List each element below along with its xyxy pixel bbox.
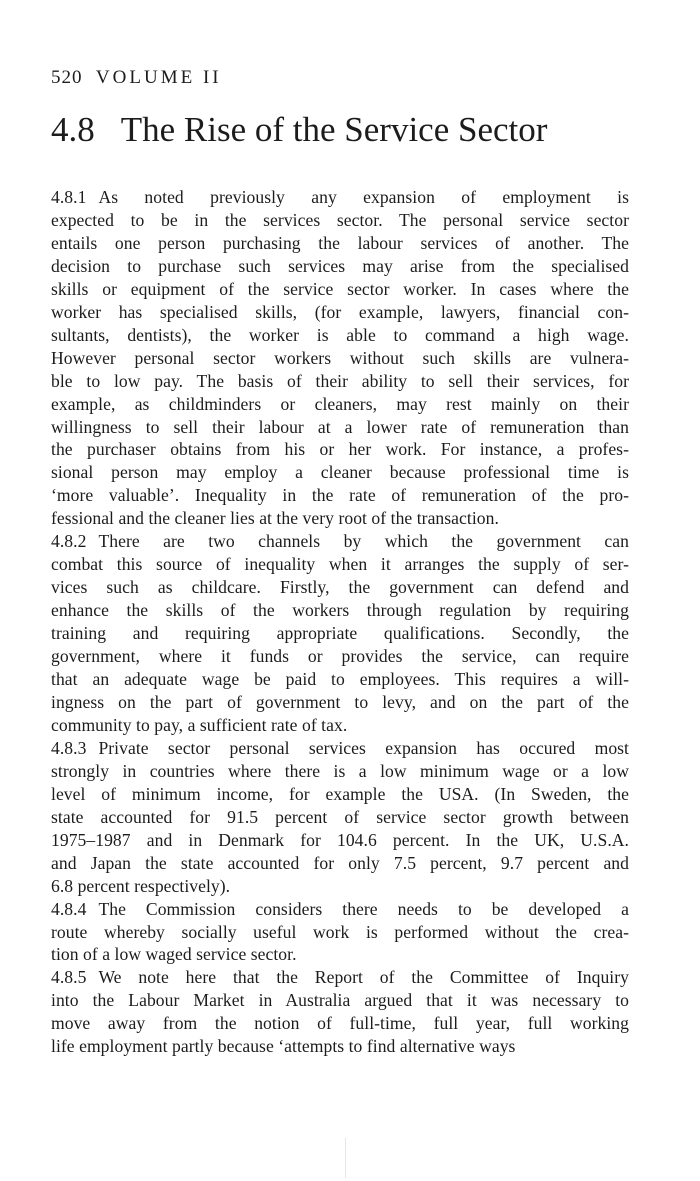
text-line [51,622,629,645]
text-line [51,209,629,232]
text-line [51,645,629,668]
text-line [51,668,629,691]
text-line [51,943,629,966]
text-line [51,484,629,507]
document-page [51,66,629,1058]
line-text: and Japan the state accounted for only 7.5 percent, 9.7 percent and [51,852,629,873]
line-text: route whereby socially useful work is performed without the crea- [51,921,629,942]
text-line [51,691,629,714]
text-line [51,324,629,347]
line-text: level of minimum income, for example the USA. (In Sweden, the [51,783,629,804]
text-line [51,599,629,622]
text-line [51,806,629,829]
line-text: life employment partly because ‘attempts to find alternative ways [51,1036,516,1057]
line-text: ble to low pay. The basis of their ability to sell their services, for [51,370,629,391]
text-line [51,255,629,278]
text-line [51,989,629,1012]
line-text: As noted previously any expansion of employment is [98,187,629,207]
text-line [51,1035,629,1058]
line-text: ‘more valuable’. Inequality in the rate of remuneration of the pro- [51,485,629,506]
line-text: The Commission considers there needs to be developed a [98,898,629,919]
line-text: community to pay, a sufficient rate of tax. [51,714,348,735]
text-line [51,829,629,852]
text-line [51,921,629,944]
line-text: 1975–1987 and in Denmark for 104.6 percent. In the UK, U.S.A. [51,829,629,850]
paragraph-number: 4.8.2 [51,531,87,552]
line-text: We note here that the Report of the Committee of Inquiry [98,967,629,988]
volume-label: VOLUME II [95,67,222,88]
line-text: sional person may employ a cleaner because professional time is [51,462,629,483]
text-line [51,530,629,553]
text-line [51,301,629,324]
paragraph-number: 4.8.3 [51,737,87,758]
text-line [51,760,629,783]
line-text: expected to be in the services sector. The personal service sector [51,209,629,230]
line-text: However personal sector workers without such skills are vulnera- [51,347,629,368]
text-line [51,737,629,760]
text-line [51,232,629,255]
line-text: enhance the skills of the workers through regulation by requiring [51,600,629,621]
text-line [51,393,629,416]
text-line [51,347,629,370]
line-text: vices such as childcare. Firstly, the government can defend and [51,577,629,598]
text-line [51,507,629,530]
line-text: sultants, dentists), the worker is able to command a high wage. [51,324,629,345]
line-text: combat this source of inequality when it arranges the supply of ser- [51,554,629,575]
line-text: into the Labour Market in Australia argued that it was necessary to [51,990,629,1011]
line-text: ingness on the part of government to levy, and on the part of the [51,691,629,712]
line-text: state accounted for 91.5 percent of service sector growth between [51,806,629,827]
line-text: willingness to sell their labour at a lower rate of remuneration than [51,416,629,437]
line-text: entails one person purchasing the labour services of another. The [51,232,629,253]
page-number: 520 [51,67,83,88]
line-text: There are two channels by which the government can [98,531,629,552]
text-line [51,438,629,461]
line-text: Private sector personal services expansion has occured most [98,737,629,758]
paragraph-number: 4.8.1 [51,187,87,207]
line-text: worker has specialised skills, (for example, lawyers, financial con- [51,301,629,322]
paragraph [51,966,629,1058]
line-text: training and requiring appropriate qualifications. Secondly, the [51,623,629,644]
paragraph [51,737,629,898]
gutter-mark [345,1138,346,1178]
section-number: 4.8 [51,110,95,149]
section-title: The Rise of the Service Sector [120,110,548,149]
document-body [51,186,629,1058]
line-text: strongly in countries where there is a low minimum wage or a low [51,760,629,781]
paragraph [51,530,629,737]
line-text: government, where it funds or provides the service, can require [51,646,629,667]
paragraph-number: 4.8.4 [51,898,87,919]
running-header [51,66,629,90]
text-line [51,714,629,737]
line-text: that an adequate wage be paid to employees. This requires a will- [51,669,629,690]
text-line [51,852,629,875]
text-line [51,576,629,599]
line-text: 6.8 percent respectively). [51,875,231,896]
paragraph [51,898,629,967]
line-text: move away from the notion of full-time, full year, full working [51,1013,629,1034]
line-text: example, as childminders or cleaners, may rest mainly on their [51,393,629,414]
text-line [51,553,629,576]
text-line [51,966,629,989]
line-text: the purchaser obtains from his or her work. For instance, a profes- [51,439,629,460]
text-line [51,783,629,806]
text-line [51,370,629,393]
paragraph [51,186,629,530]
text-line [51,898,629,921]
text-line [51,416,629,439]
section-heading [51,108,629,152]
text-line [51,461,629,484]
line-text: fessional and the cleaner lies at the very root of the transaction. [51,508,499,529]
paragraph-number: 4.8.5 [51,967,87,988]
line-text: skills or equipment of the service sector worker. In cases where the [51,278,629,299]
line-text: tion of a low waged service sector. [51,944,297,965]
line-text: decision to purchase such services may arise from the specialised [51,255,629,276]
text-line [51,875,629,898]
text-line [51,278,629,301]
text-line [51,1012,629,1035]
text-line [51,186,629,209]
